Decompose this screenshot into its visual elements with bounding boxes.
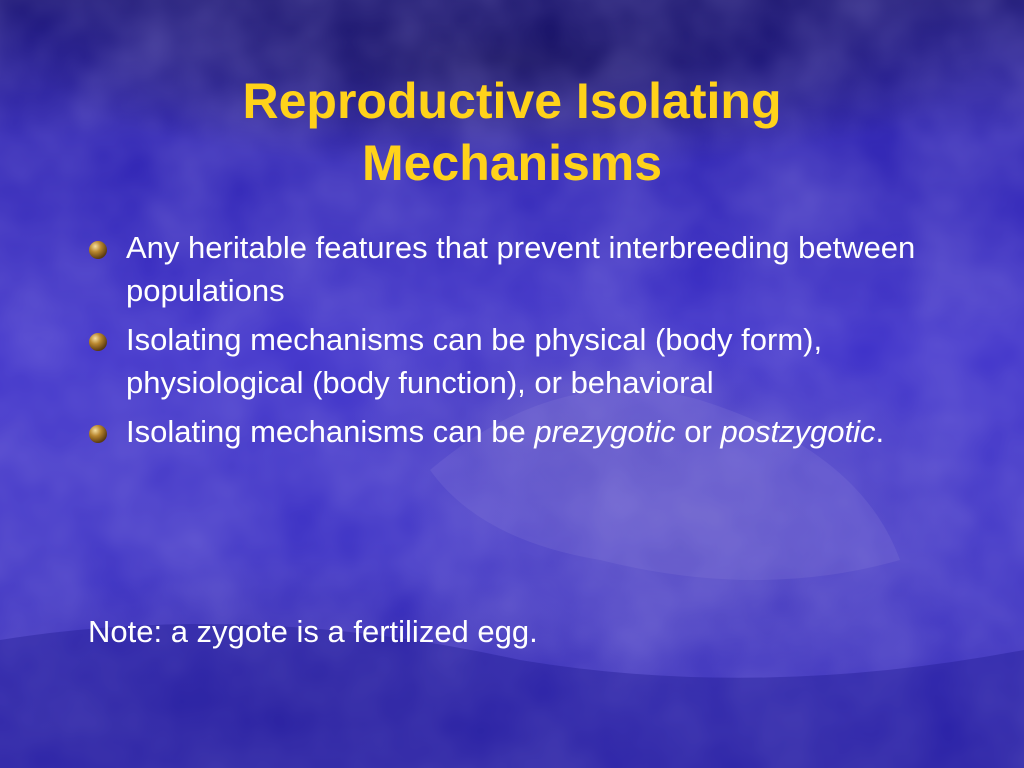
bronze-sphere-bullet-icon [88, 424, 108, 444]
bullet-list [88, 226, 948, 459]
bullet-item [88, 410, 948, 453]
note-text: Note: a zygote is a fertilized egg. [88, 614, 538, 649]
bullet-text-segment: Any heritable features that prevent interbreeding between populations [126, 230, 916, 308]
bullet-text [126, 230, 915, 308]
bullet-text [126, 414, 884, 449]
bronze-sphere-bullet-icon [88, 240, 108, 260]
bullet-text-italic: prezygotic [534, 414, 676, 449]
bullet-text-segment: Isolating mechanisms can be physical (body form), physiological (body function), or behavioral [126, 322, 823, 400]
bullet-text-segment: Isolating mechanisms can be [126, 414, 535, 449]
bullet-text [126, 322, 822, 400]
title-line-2: Mechanisms [361, 135, 663, 191]
slide-title [0, 70, 1024, 194]
bullet-text-segment: . [875, 414, 885, 449]
bullet-text-italic: postzygotic [720, 414, 876, 449]
bullet-item [88, 226, 948, 312]
title-line-1: Reproductive Isolating [242, 73, 782, 129]
bronze-sphere-bullet-icon [88, 332, 108, 352]
bullet-item [88, 318, 948, 404]
bullet-text-segment: or [675, 414, 721, 449]
